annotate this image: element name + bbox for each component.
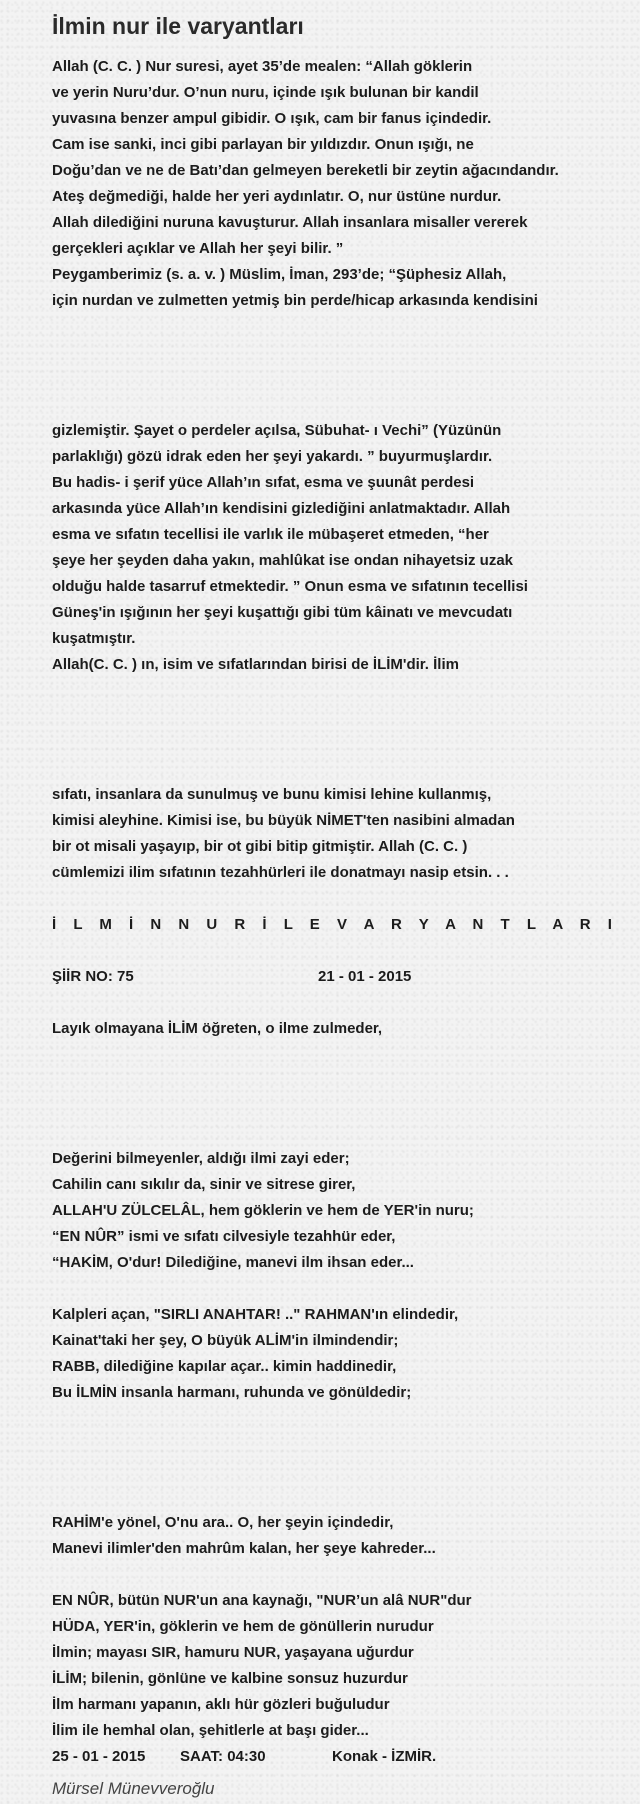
text-line: Allah(C. C. ) ın, isim ve sıfatlarından birisi de İLİM'dir. İlim (52, 656, 459, 673)
text-line: kuşatmıştır. (52, 630, 136, 647)
author-signature: Mürsel Münevveroğlu (52, 1779, 215, 1798)
text-line: gerçekleri açıklar ve Allah her şeyi bilir. ” (52, 240, 344, 257)
text-line: Doğu’dan ve ne de Batı’dan gelmeyen bereketli bir zeytin ağacındandır. (52, 162, 559, 179)
blank-space (52, 1276, 640, 1302)
poem-stanza-2 (52, 1146, 640, 1276)
text-line: Cam ise sanki, inci gibi parlayan bir yıldızdır. Onun ışığı, ne (52, 136, 474, 153)
intro-paragraph-1 (52, 54, 640, 314)
poem-line: HÜDA, YER'in, göklerin ve hem de gönüllerin nurudur (52, 1618, 434, 1635)
text-line: kimisi aleyhine. Kimisi ise, bu büyük NİMET'ten nasibini almadan (52, 812, 515, 829)
poem-line: Kainat'taki her şey, O büyük ALİM'in ilmindendir; (52, 1332, 399, 1349)
text-line: Güneş'in ışığının her şeyi kuşattığı gibi tüm kâinatı ve mevcudatı (52, 604, 513, 621)
poem-line: Layık olmayana İLİM öğreten, o ilme zulmeder, (52, 1020, 383, 1037)
intro-paragraph-2 (52, 418, 640, 678)
poem-stanza-4 (52, 1510, 640, 1562)
text-line: sıfatı, insanlara da sunulmuş ve bunu kimisi lehine kullanmış, (52, 786, 492, 803)
poem-line: Bu İLMİN insanla harmanı, ruhunda ve gönüldedir; (52, 1384, 412, 1401)
intro-paragraph-3 (52, 782, 640, 886)
text-line: Peygamberimiz (s. a. v. ) Müslim, İman, 293’de; “Şüphesiz Allah, (52, 266, 507, 283)
poem-date: 21 - 01 - 2015 (318, 968, 412, 985)
poem-line: “EN NÛR” ismi ve sıfatı cilvesiyle tezahhür eder, (52, 1228, 396, 1245)
poem-line: İlim ile hemhal olan, şehitlerle at başı gider... (52, 1722, 369, 1739)
blank-space (52, 1562, 640, 1588)
text-line: olduğu halde tasarruf etmektedir. ” Onun esma ve sıfatının tecellisi (52, 578, 528, 595)
poem-stanza-3 (52, 1302, 640, 1406)
blank-space (52, 1406, 640, 1510)
poem-line: RAHİM'e yönel, O'nu ara.. O, her şeyin içindedir, (52, 1514, 394, 1531)
poem-line: Cahilin canı sıkılır da, sinir ve sitrese girer, (52, 1176, 356, 1193)
poem-line: İlm harmanı yapanın, aklı hür gözleri buğuludur (52, 1696, 390, 1713)
poem-line: Değerini bilmeyenler, aldığı ilmi zayi eder; (52, 1150, 350, 1167)
poem-footer (52, 1744, 640, 1770)
blank-space (52, 1042, 640, 1146)
poem-number: ŞİİR NO: 75 (52, 968, 134, 985)
text-line: gizlemiştir. Şayet o perdeler açılsa, Sübuhat- ı Vechi” (Yüzünün (52, 422, 502, 439)
text-line: Allah dilediğini nuruna kavuşturur. Allah insanlara misaller vererek (52, 214, 528, 231)
text-line: parlaklığı) gözü idrak eden her şeyi yakardı. ” buyurmuşlardır. (52, 448, 493, 465)
text-line: cümlemizi ilim sıfatının tezahhürleri ile donatmayı nasip etsin. . . (52, 864, 509, 881)
poem-line: EN NÛR, bütün NUR'un ana kaynağı, "NUR’un alâ NUR"dur (52, 1592, 472, 1609)
text-line: şeye her şeyden daha yakın, mahlûkat ise ondan nihayetsiz uzak (52, 552, 514, 569)
poem-meta (52, 964, 640, 990)
blank-space (52, 886, 640, 912)
poem-stanza-1 (52, 1016, 640, 1042)
text-line: yuvasına benzer ampul gibidir. O ışık, cam bir fanus içindedir. (52, 110, 492, 127)
text-line: Bu hadis- i şerif yüce Allah’ın sıfat, esma ve şuunât perdesi (52, 474, 475, 491)
footer-place: Konak - İZMİR. (332, 1748, 437, 1765)
footer-time: SAAT: 04:30 (180, 1748, 266, 1765)
poem-line: Manevi ilimler'den mahrûm kalan, her şeye kahreder... (52, 1540, 436, 1557)
poem-line: Kalpleri açan, "SIRLI ANAHTAR! .." RAHMAN'ın elindedir, (52, 1306, 459, 1323)
text-line: bir ot misali yaşayıp, bir ot gibi bitip gitmiştir. Allah (C. C. ) (52, 838, 468, 855)
text-line: esma ve sıfatın tecellisi ile varlık ile mübaşeret etmeden, “her (52, 526, 489, 543)
text-line: Ateş değmediği, halde her yeri aydınlatır. O, nur üstüne nurdur. (52, 188, 502, 205)
poem-line: “HAKİM, O'dur! Dilediğine, manevi ilm ihsan eder... (52, 1254, 414, 1271)
poem-line: RABB, dilediğine kapılar açar.. kimin haddinedir, (52, 1358, 397, 1375)
page-title: İlmin nur ile varyantları (52, 13, 304, 39)
text-line: arkasında yüce Allah’ın kendisini gizlediğini anlatmaktadır. Allah (52, 500, 511, 517)
blank-space (52, 938, 640, 964)
poem-line: ALLAH'U ZÜLCELÂL, hem göklerin ve hem de YER'in nuru; (52, 1202, 474, 1219)
poem-heading: İ L M İ N N U R İ L E V A R Y A N T L A R I (52, 916, 617, 933)
poem-line: İLİM; bilenin, gönlüne ve kalbine sonsuz huzurdur (52, 1670, 408, 1687)
blank-space (52, 990, 640, 1016)
footer-date: 25 - 01 - 2015 (52, 1748, 146, 1765)
text-line: ve yerin Nuru’dur. O’nun nuru, içinde ışık bulunan bir kandil (52, 84, 479, 101)
blank-space (52, 678, 640, 782)
poem-line: İlmin; mayası SIR, hamuru NUR, yaşayana uğurdur (52, 1644, 414, 1661)
poem-stanza-5 (52, 1588, 640, 1744)
blank-space (52, 314, 640, 418)
text-line: Allah (C. C. ) Nur suresi, ayet 35’de mealen: “Allah göklerin (52, 58, 473, 75)
text-line: için nurdan ve zulmetten yetmiş bin perde/hicap arkasında kendisini (52, 292, 538, 309)
